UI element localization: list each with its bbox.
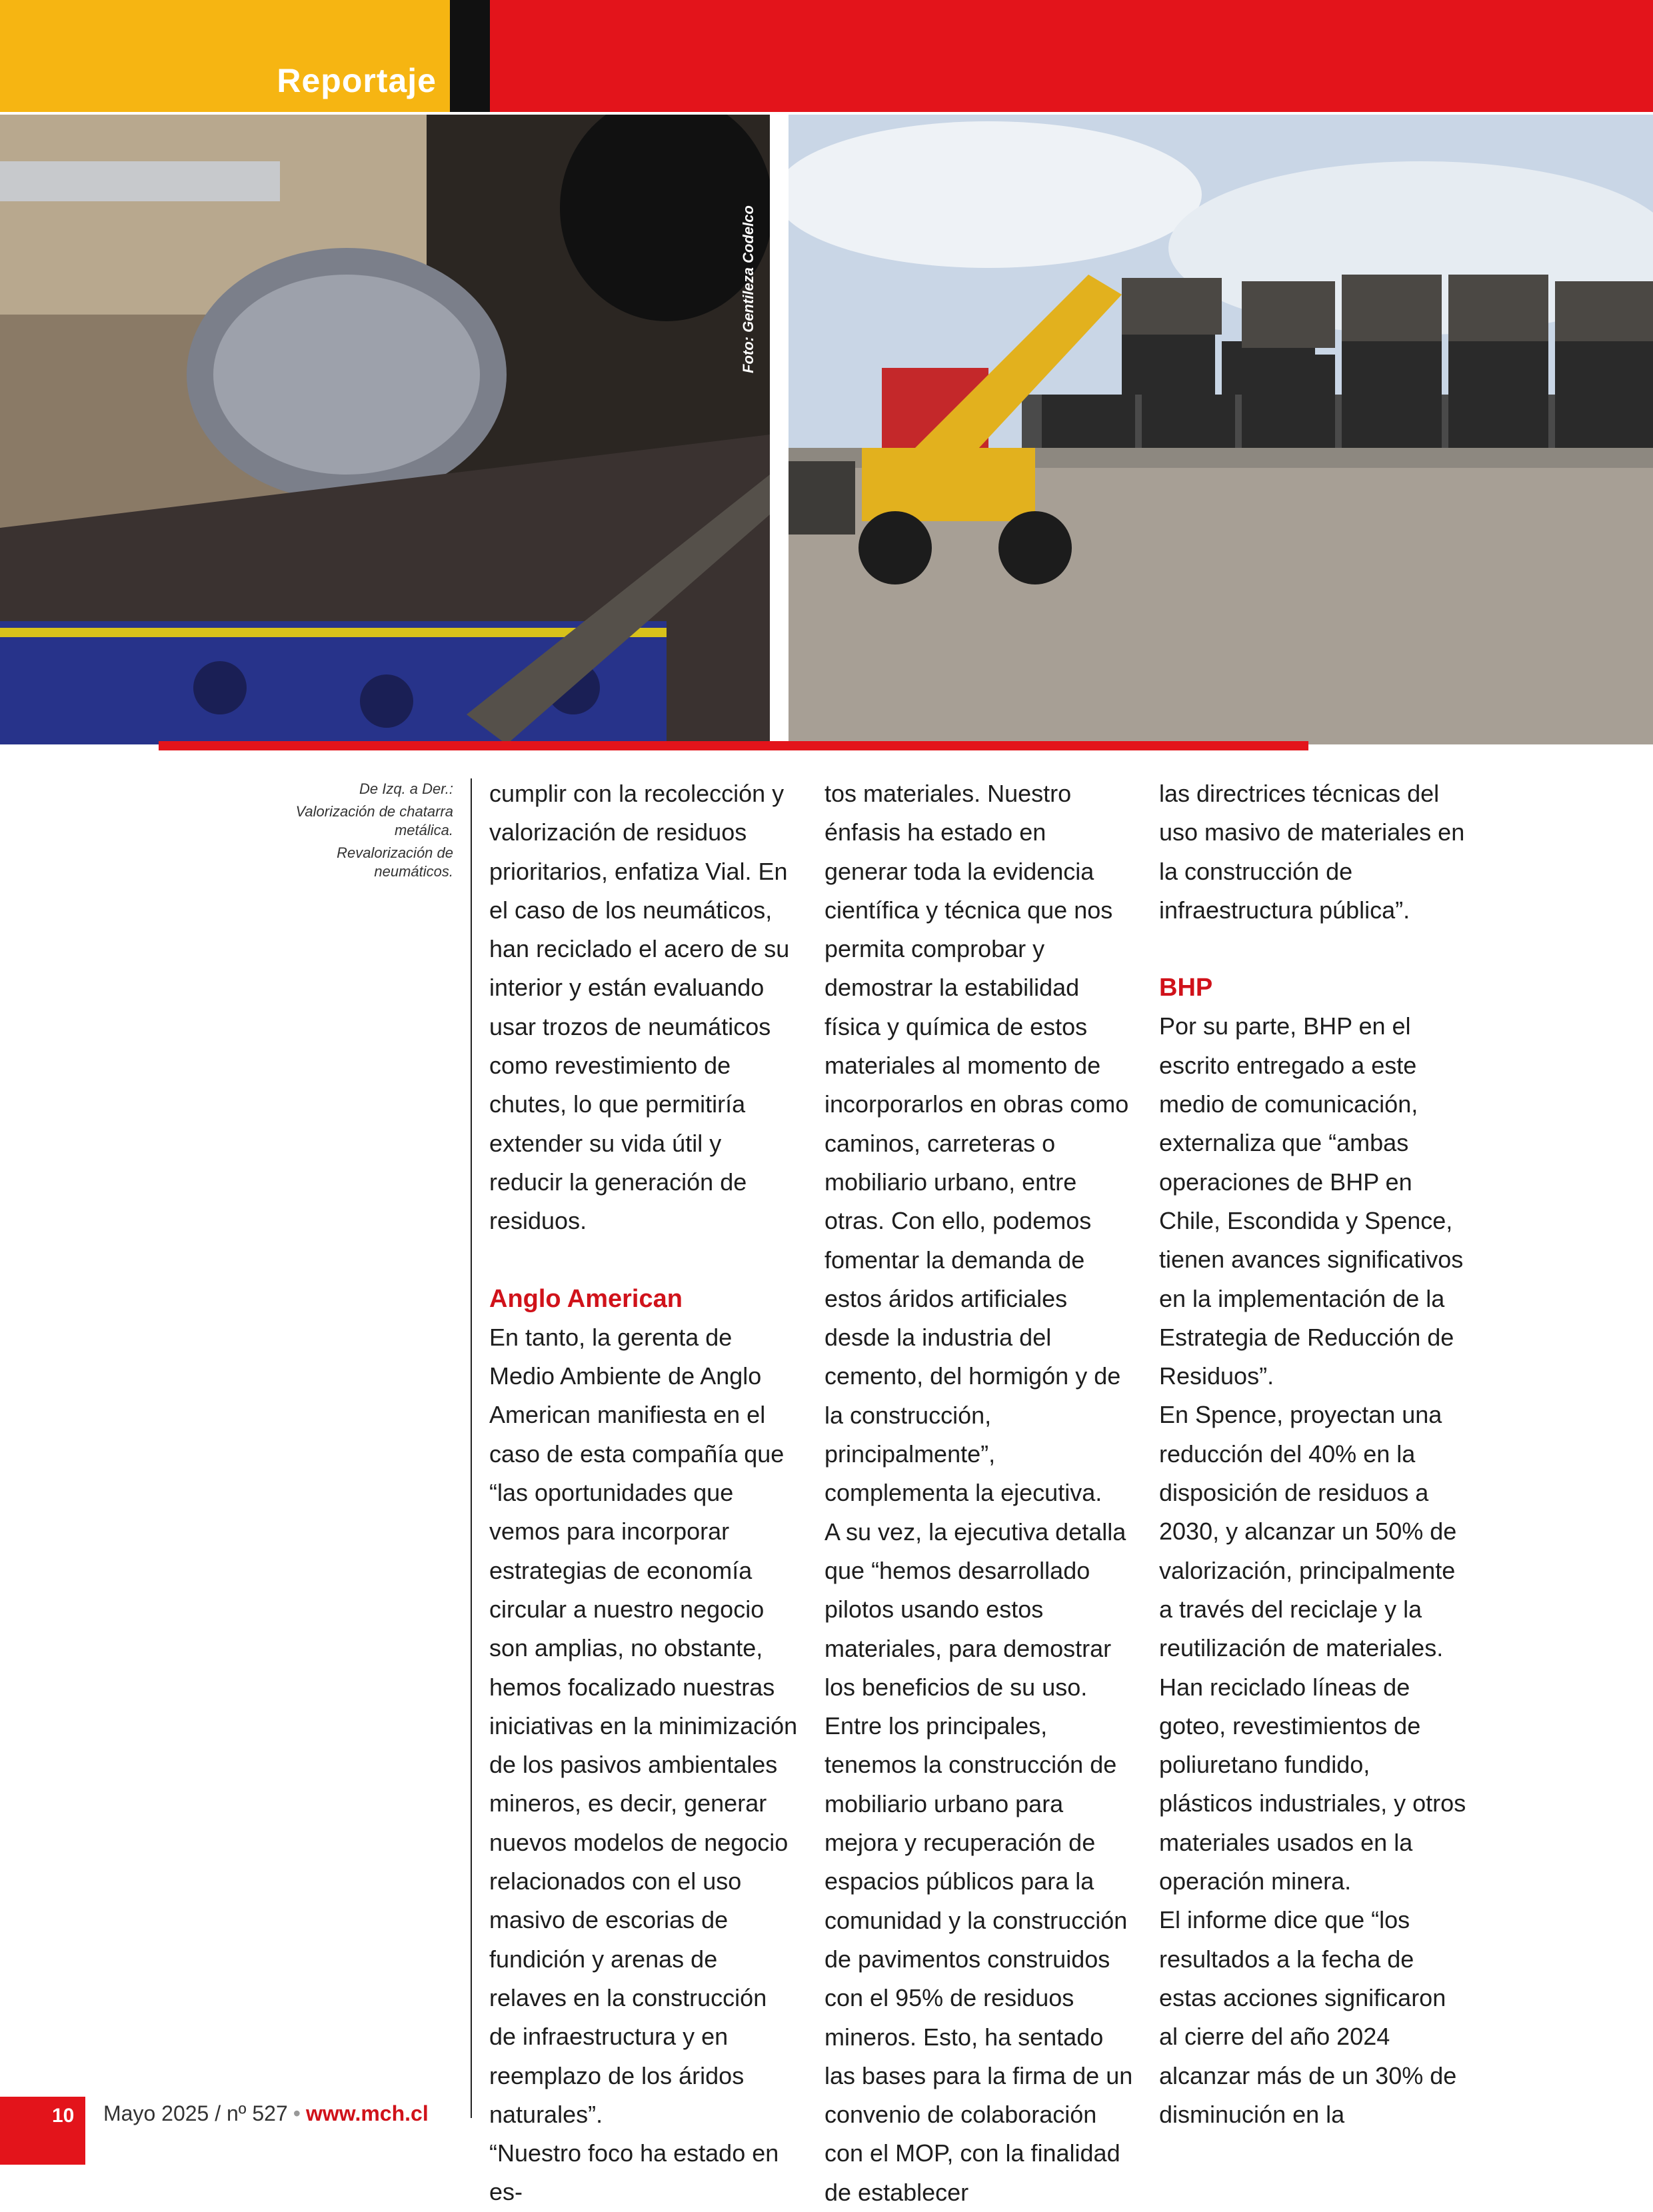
header-black-band (450, 0, 490, 112)
text-column-2 (825, 774, 1134, 2212)
scrap-metal-photo (0, 115, 770, 744)
text-column-3 (1159, 774, 1469, 2134)
caption-line: Revalorización de neumáticos. (337, 844, 453, 880)
paragraph: Por su parte, BHP en el escrito entregado a este medio de comunicación, externaliza que “ambas operaciones de BHP en Chile, Escondida y Spence, tienen avances significativos en la implementación de la Estrategia de Reducción de Residuos”. (1159, 1012, 1464, 1390)
text-column-1 (489, 774, 799, 2212)
paragraph: A su vez, la ejecutiva detalla que “hemos desarrollado pilotos usando estos materiales, para demostrar los beneficios de su uso. Entre los principales, tenemos la construcción de mobiliario urbano para mejora y recuperación de espacios públicos para la comunidad y la construcción de pavimentos construidos con el 95% de residuos mineros. Esto, ha sentado las bases para la firma de un convenio de colaboración con el MOP, con la finalidad de establecer (825, 1518, 1133, 2206)
caption-line: De Izq. a Der.: (359, 780, 453, 797)
column-rule (471, 778, 472, 2118)
tire-loader-photo (789, 115, 1653, 744)
paragraph: En Spence, proyectan una reducción del 40% en la disposición de residuos a 2030, y alcanzar un 50% de valorización, principalmente a través del reciclaje y la reutilización de materiales. Han reciclado líneas de goteo, revestimientos de poliuretano fundido, plásticos industriales, y otros materiales usados en la operación minera. (1159, 1401, 1466, 1895)
footer-issue: Mayo 2025 / nº 527 • www.mch.cl (103, 2101, 429, 2125)
website-link[interactable]: www.mch.cl (305, 2101, 429, 2125)
issue-label: Mayo 2025 / nº 527 (103, 2101, 288, 2125)
photo-caption (280, 780, 453, 885)
subheading-anglo-american: Anglo American (489, 1284, 683, 1313)
paragraph: El informe dice que “los resultados a la fecha de estas acciones significaron al cierre del año 2024 alcanzar más de un 30% de disminución en la (1159, 1906, 1457, 2128)
photo-credit: Foto: Gentileza Codelco (740, 205, 757, 373)
page-number: 10 (52, 2105, 75, 2127)
subheading-bhp: BHP (1159, 974, 1213, 1002)
caption-line: Valorización de chatarra metálica. (295, 803, 453, 838)
paragraph: “Nuestro foco ha estado en es- (489, 2139, 779, 2206)
paragraph: cumplir con la recolección y valorización de residuos prioritarios, enfatiza Vial. En el caso de los neumáticos, han reciclado el acero de su interior y están evaluando usar trozos de neumáticos como revestimiento de chutes, lo que permitiría extender su vida útil y reducir la generación de residuos. (489, 780, 790, 1235)
paragraph: En tanto, la gerenta de Medio Ambiente de Anglo American manifiesta en el caso de esta compañía que “las oportunidades que vemos para incorporar estrategias de economía circular a nuestro negocio son amplias, no obstante, hemos focalizado nuestras iniciativas en la minimización de los pasivos ambientales mineros, es decir, generar nuevos modelos de negocio relacionados con el uso masivo de escorias de fundición y arenas de relaves en la construcción de infraestructura y en reemplazo de los áridos naturales”. (489, 1323, 798, 2128)
section-label: Reportaje (277, 62, 437, 99)
red-divider (159, 741, 1308, 750)
paragraph: tos materiales. Nuestro énfasis ha estado en generar toda la evidencia científica y técnica que nos permita comprobar y demostrar la estabilidad física y química de estos materiales al momento de incorporarlos en obras como caminos, carreteras o mobiliario urbano, entre otras. Con ello, podemos fomentar la demanda de estos áridos artificiales desde la industria del cemento, del hormigón y de la construcción, principalmente”, complementa la ejecutiva. (825, 780, 1129, 1507)
paragraph: las directrices técnicas del uso masivo de materiales en la construcción de infraestructura pública”. (1159, 780, 1465, 924)
header-red-band (490, 0, 1653, 112)
